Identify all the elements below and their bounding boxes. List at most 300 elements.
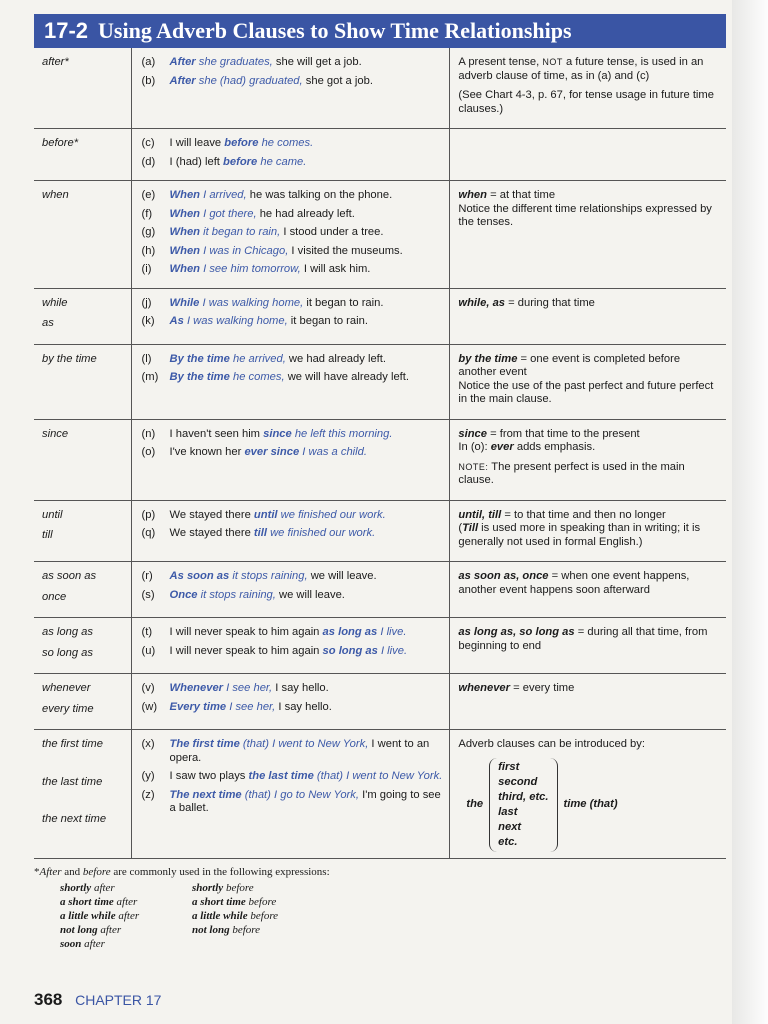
table-row	[34, 500, 726, 562]
text-run: had	[306, 352, 326, 365]
connector-word: as	[42, 317, 54, 329]
example-text	[170, 626, 407, 640]
explanation-cell	[450, 618, 726, 674]
example-label: (f)	[141, 207, 153, 220]
example-label: (y)	[141, 770, 155, 782]
example-text	[170, 263, 371, 277]
example-sentence	[142, 208, 444, 222]
text-run: till	[253, 527, 267, 539]
example-sentence	[142, 226, 444, 240]
text-run: while, as	[458, 296, 506, 309]
text-run: = during all that time, from beginning to end	[458, 626, 708, 652]
text-run: he arrived,	[229, 352, 286, 365]
explanation-cell	[450, 500, 726, 562]
text-run: since	[263, 427, 292, 440]
expression-prep: after	[93, 882, 115, 894]
example-text	[170, 226, 384, 240]
text-run: I (had) left	[169, 155, 224, 168]
text-run: By the time	[169, 371, 230, 383]
expression-prep: after	[100, 924, 122, 936]
brace-before: the	[466, 797, 484, 810]
example-label: (r)	[141, 570, 153, 582]
example-sentence	[142, 570, 444, 584]
example-text	[170, 371, 409, 385]
example-sentence	[142, 527, 444, 541]
expression-item	[60, 895, 192, 909]
example-text	[170, 645, 408, 659]
expression-prep: before	[225, 882, 254, 894]
text-run: Notice the use of the past perfect and future perfect in the main clause.	[458, 379, 714, 405]
text-run: (See Chart 4-3, p. 67, for tense usage in future time clauses.)	[458, 89, 714, 115]
text-run: he came.	[257, 155, 307, 168]
text-run: The present perfect is used in the main clause.	[458, 460, 685, 486]
text-run: I'm going to see a ballet.	[169, 788, 441, 814]
explanation-note	[458, 570, 720, 597]
footnote	[34, 866, 726, 951]
connector-words-cell	[34, 48, 131, 129]
text-run: I will leave	[169, 137, 225, 149]
text-run: was talking	[265, 189, 321, 201]
text-run: While	[169, 296, 200, 309]
expression-item	[60, 881, 192, 895]
brace-after: time (that)	[563, 797, 618, 810]
example-sentence	[142, 245, 444, 259]
explanation-note	[458, 89, 720, 116]
example-sentence	[142, 589, 444, 603]
example-label: (l)	[141, 352, 152, 365]
explanation-cell	[450, 129, 726, 181]
example-sentence	[142, 189, 444, 203]
explanation-cell	[450, 419, 726, 500]
text-run: When	[169, 263, 200, 275]
text-run: she (had) graduated,	[195, 74, 303, 87]
text-run: before	[223, 155, 258, 168]
text-run: = one event is completed before another event	[458, 352, 681, 378]
connector-word: the next time	[42, 813, 107, 825]
text-run: We stayed there	[169, 508, 254, 521]
text-run: = every time	[510, 682, 575, 694]
examples-cell	[131, 500, 450, 562]
example-text	[170, 509, 386, 523]
text-run: we finished our work.	[266, 527, 376, 539]
chart-page	[34, 14, 726, 859]
expression-item	[60, 937, 192, 951]
text-run: left.	[367, 352, 386, 365]
text-run: I saw two plays	[169, 770, 249, 782]
text-run: I've	[169, 446, 190, 458]
text-run: NOTE:	[458, 461, 489, 472]
example-text	[170, 738, 444, 765]
example-label: (s)	[141, 588, 155, 601]
chapter-label: CHAPTER 17	[75, 992, 162, 1008]
connector-words-cell	[34, 562, 131, 618]
example-label: (a)	[141, 56, 156, 68]
expression-prep: after	[118, 910, 140, 922]
example-sentence	[142, 75, 444, 89]
connector-words-cell	[34, 181, 131, 289]
example-text	[170, 208, 355, 222]
page-number: 368	[34, 990, 63, 1009]
text-run: I say hello.	[275, 700, 332, 713]
example-label: (g)	[141, 226, 156, 238]
text-run: he left this morning.	[291, 427, 393, 440]
expression-word: a little while	[60, 910, 116, 922]
example-label: (v)	[141, 682, 155, 694]
expression-prep: after	[84, 938, 105, 950]
example-label: (x)	[141, 738, 155, 750]
example-label: (m)	[141, 371, 159, 383]
page-edge-shadow	[732, 0, 768, 1024]
text-run: he comes,	[229, 371, 285, 383]
text-run: (that) I went to New York,	[239, 738, 369, 750]
text-run: Whenever	[169, 682, 224, 694]
text-run: it began to rain.	[303, 296, 384, 309]
connector-word: so long as	[42, 646, 93, 659]
chart-header	[34, 14, 726, 48]
text-run: NOT	[542, 57, 563, 67]
text-run: After	[169, 74, 196, 87]
text-run: = at that time	[486, 189, 556, 201]
text-run: we	[284, 371, 306, 383]
text-run: I	[169, 427, 176, 440]
text-run: I arrived,	[200, 189, 247, 201]
example-label: (e)	[141, 189, 156, 201]
connector-word: once	[42, 590, 67, 603]
text-run: (that) I go to New York,	[241, 788, 359, 801]
text-run: as long as, so long as	[458, 626, 575, 638]
connector-word: the first time	[42, 738, 103, 750]
example-text	[170, 353, 386, 367]
text-run: we will leave.	[307, 570, 377, 582]
expression-prep: before	[250, 910, 279, 922]
examples-cell	[131, 181, 450, 289]
text-run: Notice the different time relationships expressed by the tenses.	[458, 202, 712, 228]
table-row	[34, 562, 726, 618]
explanation-note	[458, 509, 720, 550]
text-run: will have	[305, 371, 349, 383]
example-sentence	[142, 56, 444, 70]
explanation-cell	[450, 674, 726, 730]
example-sentence	[142, 509, 444, 523]
explanation-note	[458, 738, 720, 752]
expression-prep: before	[232, 924, 261, 936]
text-run: The first time	[169, 738, 240, 750]
text-run: since	[458, 427, 487, 440]
grammar-table	[34, 48, 726, 859]
example-sentence	[142, 297, 444, 311]
text-run: so long as	[322, 644, 378, 657]
text-run: = during that time	[505, 296, 595, 309]
table-row	[34, 48, 726, 129]
examples-cell	[131, 344, 450, 419]
text-run: Till	[462, 522, 479, 534]
text-run: I say hello.	[272, 682, 329, 694]
expression-word: a short time	[60, 896, 114, 908]
time-expression-brace	[466, 758, 720, 852]
explanation-note	[458, 428, 720, 455]
text-run: I was a child.	[299, 446, 367, 458]
text-run: I live.	[377, 626, 407, 638]
connector-words-cell	[34, 288, 131, 344]
examples-cell	[131, 288, 450, 344]
connector-word: since	[42, 427, 69, 440]
explanation-note	[458, 297, 720, 311]
text-run: she graduates,	[195, 56, 273, 68]
text-run: As	[169, 315, 184, 327]
brace-item: next	[498, 820, 522, 833]
text-run: Once	[169, 588, 198, 601]
example-label: (b)	[141, 74, 156, 87]
text-run: it began to rain,	[200, 226, 281, 238]
text-run: she got a job.	[302, 74, 373, 87]
text-run: I live.	[377, 644, 408, 657]
brace-item: third, etc.	[498, 790, 549, 803]
text-run: I went to an opera.	[169, 738, 430, 764]
example-label: (n)	[141, 427, 156, 440]
example-text	[170, 428, 393, 442]
connector-word: when	[42, 189, 69, 201]
text-run: I	[300, 263, 311, 275]
text-run: already	[348, 371, 391, 383]
text-run: already	[325, 352, 368, 365]
text-run: I will never speak to him again	[169, 644, 323, 657]
example-text	[170, 789, 444, 816]
brace-item: second	[498, 775, 538, 788]
example-sentence	[142, 770, 444, 784]
explanation-note	[458, 56, 720, 83]
text-run: already	[293, 207, 337, 220]
example-sentence	[142, 738, 444, 765]
connector-words-cell	[34, 344, 131, 419]
example-sentence	[142, 789, 444, 816]
table-row	[34, 129, 726, 181]
text-run: we finished our work.	[277, 508, 386, 521]
text-run: I	[280, 226, 290, 238]
example-text	[170, 156, 307, 170]
text-run: she will get a job.	[272, 56, 362, 68]
text-run: By the time	[169, 352, 230, 365]
example-label: (w)	[141, 700, 158, 713]
explanation-cell	[450, 562, 726, 618]
example-label: (k)	[141, 315, 155, 327]
example-label: (o)	[141, 446, 156, 458]
example-label: (j)	[141, 296, 152, 309]
examples-cell	[131, 618, 450, 674]
text-run: known	[189, 446, 223, 458]
expression-word: soon	[60, 938, 82, 950]
examples-cell	[131, 48, 450, 129]
text-run: until	[253, 508, 278, 521]
text-run: visited	[297, 244, 330, 257]
text-run: I got there,	[200, 207, 257, 220]
example-text	[170, 75, 373, 89]
brace-item: etc.	[498, 835, 518, 848]
connector-words-cell	[34, 500, 131, 562]
table-row	[34, 419, 726, 500]
text-run: under a tree.	[316, 226, 384, 238]
text-run: he comes.	[258, 137, 314, 149]
text-run: the last time	[248, 770, 314, 782]
text-run: I was walking home,	[199, 296, 304, 309]
text-run: When	[169, 189, 200, 201]
example-text	[170, 570, 377, 584]
connector-word: after*	[42, 56, 69, 68]
text-run: When	[169, 244, 200, 257]
example-label: (t)	[141, 626, 153, 638]
text-run: (that) I went to New York.	[313, 770, 443, 782]
text-run: on the phone.	[320, 189, 393, 201]
text-run: A present tense,	[458, 56, 543, 68]
page-footer	[34, 990, 161, 1010]
text-run: haven't seen	[175, 427, 239, 440]
text-run: The next time	[169, 788, 242, 801]
table-row	[34, 288, 726, 344]
example-label: (i)	[141, 263, 152, 275]
connector-words-cell	[34, 129, 131, 181]
connector-words-cell	[34, 618, 131, 674]
text-run: I will never speak to him again	[169, 626, 323, 638]
text-run: = to that time and then no longer	[501, 508, 666, 521]
example-sentence	[142, 353, 444, 367]
after-expressions-list	[60, 881, 192, 951]
explanation-cell	[450, 344, 726, 419]
example-sentence	[142, 428, 444, 442]
text-run: whenever	[458, 682, 510, 694]
example-label: (h)	[141, 244, 156, 257]
expression-item	[192, 923, 324, 937]
examples-cell	[131, 562, 450, 618]
text-run: he	[256, 207, 276, 220]
text-run: I was walking home,	[183, 315, 288, 327]
text-run: After	[169, 56, 196, 68]
table-row	[34, 618, 726, 674]
text-run: before	[224, 137, 259, 149]
text-run: I see him tomorrow,	[200, 263, 301, 275]
example-text	[170, 589, 345, 603]
example-text	[170, 297, 384, 311]
example-sentence	[142, 626, 444, 640]
text-run: we will leave.	[275, 588, 345, 601]
text-run: ever	[490, 441, 514, 453]
examples-cell	[131, 419, 450, 500]
connector-word: by the time	[42, 352, 97, 365]
expression-word: shortly	[60, 882, 92, 894]
examples-cell	[131, 674, 450, 730]
table-row	[34, 730, 726, 859]
footnote-intro: *After and before are commonly used in the following expressions:	[34, 866, 330, 878]
text-run: I	[288, 244, 298, 257]
examples-cell	[131, 730, 450, 859]
text-run: When	[169, 226, 200, 238]
connector-word: whenever	[42, 682, 91, 694]
text-run: In (o):	[458, 441, 491, 453]
brace-item: first	[498, 760, 520, 773]
example-label: (p)	[141, 508, 156, 521]
connector-word: as soon as	[42, 570, 97, 582]
text-run: ever since	[244, 446, 300, 458]
explanation-note	[458, 461, 720, 488]
text-run: we	[285, 352, 307, 365]
text-run: by the time	[458, 352, 518, 365]
connector-words-cell	[34, 674, 131, 730]
expression-item	[192, 881, 324, 895]
before-expressions-list	[192, 881, 324, 951]
text-run: I see her,	[223, 682, 273, 694]
text-run: When	[169, 207, 200, 220]
text-run: had	[275, 207, 294, 220]
text-run: I see her,	[226, 700, 276, 713]
example-sentence	[142, 156, 444, 170]
connector-word: as long as	[42, 626, 93, 638]
text-run: he	[246, 189, 266, 201]
expression-word: a little while	[192, 910, 248, 922]
example-sentence	[142, 371, 444, 385]
table-row	[34, 344, 726, 419]
text-run: = when one event happens, another event happens soon afterward	[458, 570, 690, 596]
example-text	[170, 770, 443, 784]
expression-word: shortly	[192, 882, 224, 894]
text-run: will ask	[310, 263, 347, 275]
expression-item	[192, 895, 324, 909]
text-run: when	[458, 189, 487, 201]
connector-word: the last time	[42, 775, 103, 788]
text-run: As soon as	[169, 570, 230, 582]
text-run: the museums.	[329, 244, 403, 257]
example-label: (d)	[141, 155, 156, 168]
expression-prep: after	[116, 896, 138, 908]
example-text	[170, 701, 332, 715]
example-label: (u)	[141, 644, 156, 657]
chart-number: 17-2	[44, 18, 89, 43]
example-text	[170, 682, 329, 696]
explanation-cell	[450, 288, 726, 344]
connector-word: every time	[42, 702, 94, 715]
example-text	[170, 315, 368, 329]
explanation-note	[458, 189, 720, 230]
explanation-cell	[450, 48, 726, 129]
connector-word: before*	[42, 137, 79, 149]
explanation-note	[458, 682, 720, 696]
text-run: Adverb clauses can be introduced by:	[458, 738, 645, 750]
chart-title: Using Adverb Clauses to Show Time Relationships	[98, 18, 572, 43]
text-run: her	[222, 446, 245, 458]
explanation-cell	[450, 730, 726, 859]
text-run: left.	[336, 207, 355, 220]
example-sentence	[142, 701, 444, 715]
text-run: as soon as, once	[458, 570, 549, 582]
text-run: = from that time to the present	[486, 427, 640, 440]
text-run: We stayed there	[169, 527, 254, 539]
connector-word: until	[42, 508, 63, 521]
examples-cell	[131, 129, 450, 181]
example-text	[170, 245, 403, 259]
table-row	[34, 674, 726, 730]
text-run: it began to rain.	[287, 315, 368, 327]
expression-prep: before	[248, 896, 277, 908]
text-run: him	[238, 427, 264, 440]
example-sentence	[142, 446, 444, 460]
explanation-note	[458, 626, 720, 653]
text-run: is used more in speaking than in writing; it is generally not used in formal English.)	[458, 522, 701, 548]
example-label: (c)	[141, 137, 155, 149]
connector-words-cell	[34, 730, 131, 859]
example-text	[170, 137, 314, 151]
example-label: (q)	[141, 527, 156, 539]
example-text	[170, 56, 362, 70]
explanation-note	[458, 353, 720, 407]
text-run: left.	[390, 371, 409, 383]
text-run: it stops raining,	[229, 570, 308, 582]
